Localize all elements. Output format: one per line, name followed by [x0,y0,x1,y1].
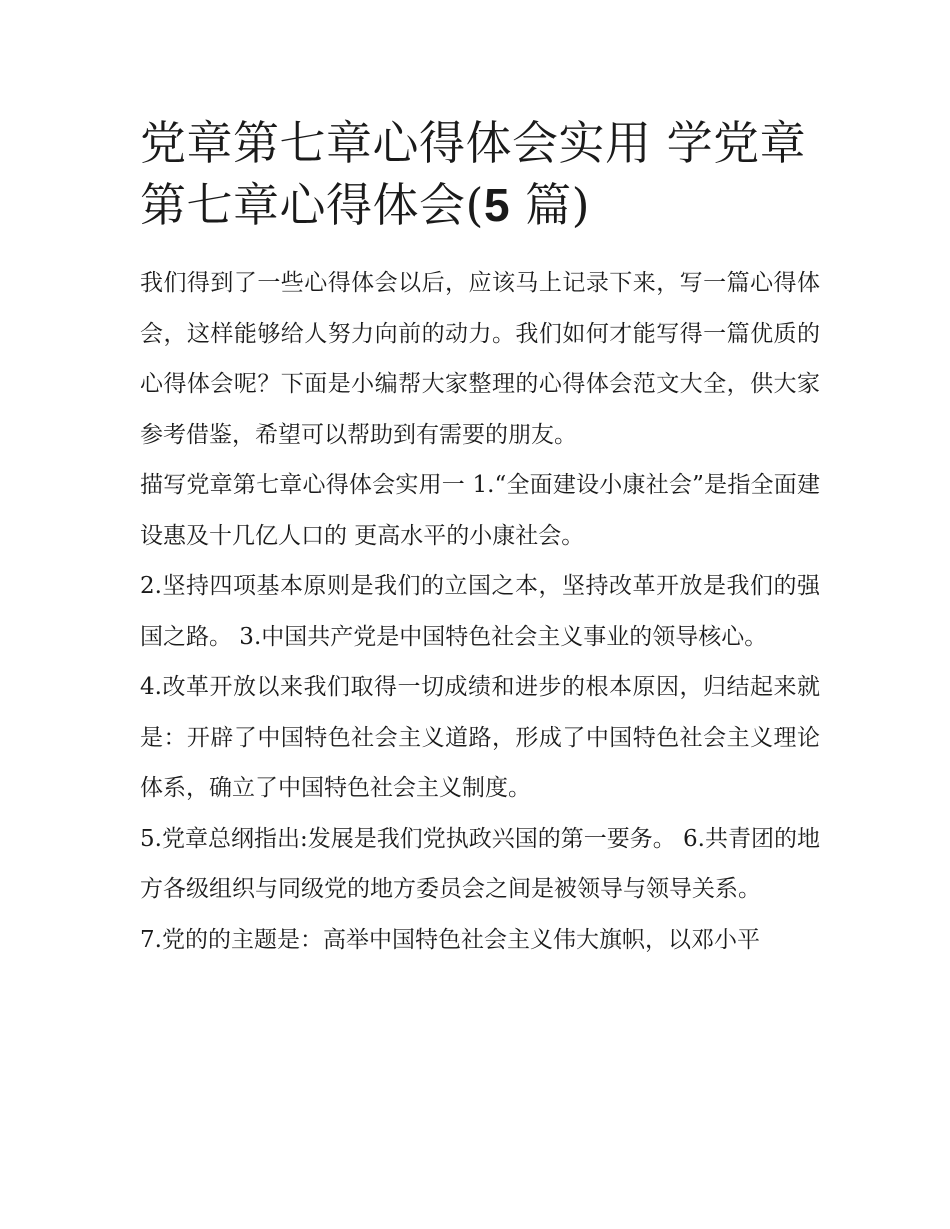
document-page [140,112,820,965]
intro-paragraph: 我们得到了一些心得体会以后，应该马上记录下来，写一篇心得体会，这样能够给人努力向前的动力。我们如何才能写得一篇优质的心得体会呢？下面是小编帮大家整理的心得体会范文大全，供大家参考借鉴，希望可以帮助到有需要的朋友。 [140,270,820,448]
paragraph-item-1: 描写党章第七章心得体会实用一 1.“全面建设小康社会”是指全面建设惠及十几亿人口的 更高水平的小康社会。 [140,472,820,549]
document-title [140,112,820,236]
paragraph-item-4: 4.改革开放以来我们取得一切成绩和进步的根本原因，归结起来就是：开辟了中国特色社会主义道路，形成了中国特色社会主义理论体系，确立了中国特色社会主义制度。 [140,674,820,801]
title-count: 5 [483,179,511,231]
paragraph-item-7: 7.党的的主题是：高举中国特色社会主义伟大旗帜，以邓小平 [140,926,760,953]
title-text: 党章第七章心得体会实用 学党章第七章心得体会( [140,116,807,232]
paragraph-item-2-3: 2.坚持四项基本原则是我们的立国之本，坚持改革开放是我们的强国之路。 3.中国共产党是中国特色社会主义事业的领导核心。 [140,573,820,650]
paragraph-item-5-6: 5.党章总纲指出:发展是我们党执政兴国的第一要务。 6.共青团的地方各级组织与同级党的地方委员会之间是被领导与领导关系。 [140,825,820,902]
title-suffix: 篇) [510,178,591,232]
